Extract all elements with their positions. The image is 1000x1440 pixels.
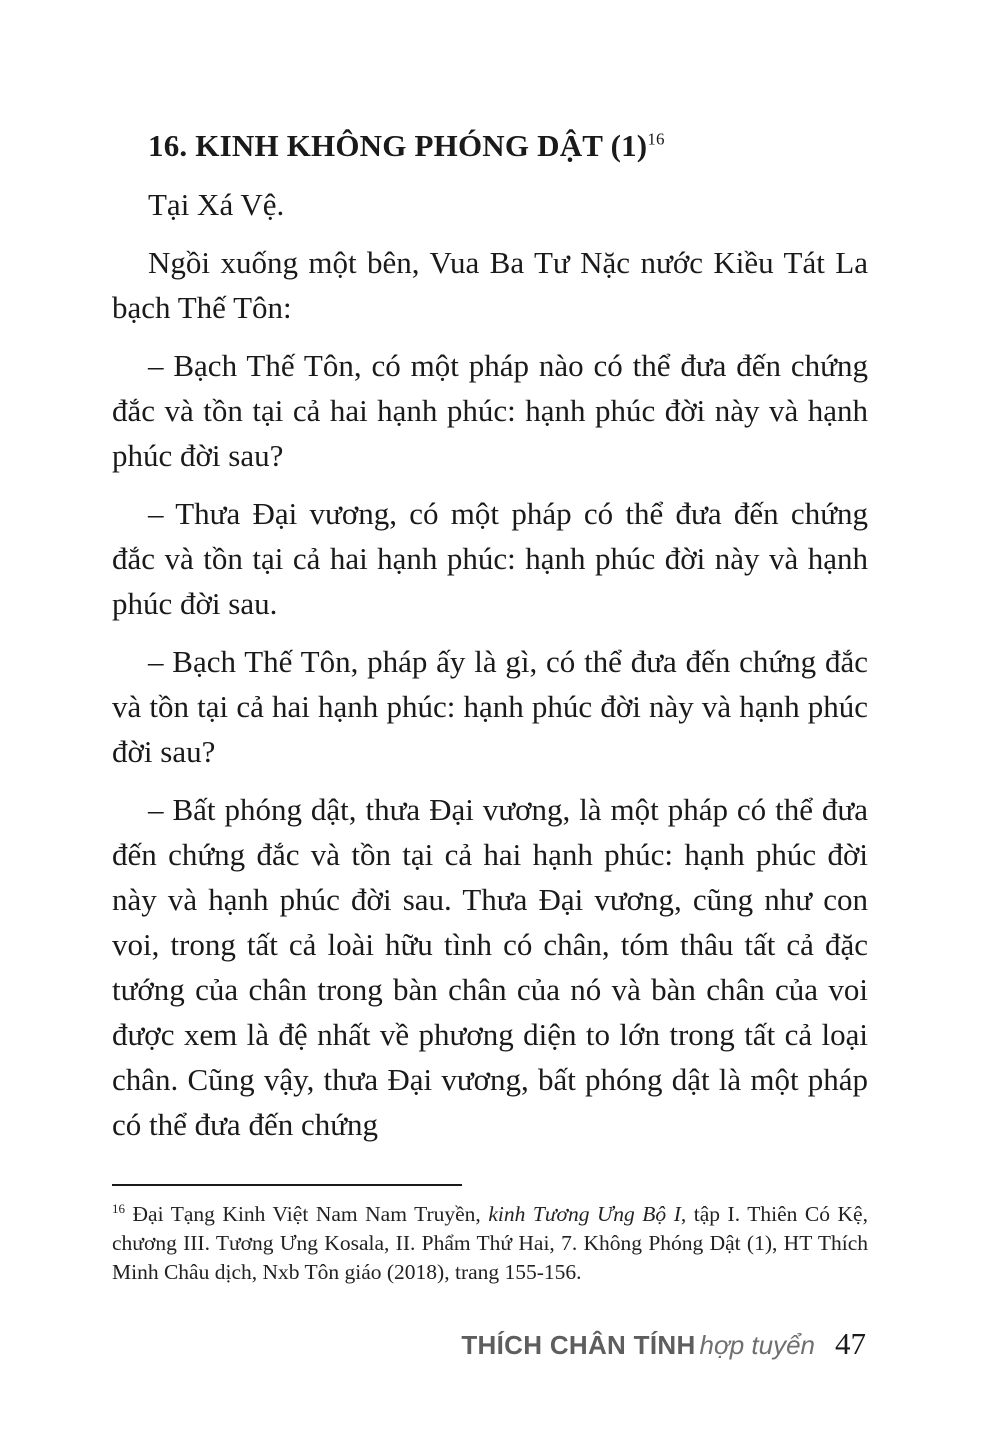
paragraph-answer-1: – Thưa Đại vương, có một pháp có thể đưa đến chứng đắc và tồn tại cả hai hạnh phúc: hạnh phúc đời này và hạnh phúc đời sau. xyxy=(112,496,868,621)
footnote xyxy=(112,1200,868,1287)
paragraph-answer-2: – Bất phóng dật, thưa Đại vương, là một pháp có thể đưa đến chứng đắc và tồn tại cả hai hạnh phúc: hạnh phúc đời này và hạnh phúc đời sau. Thưa Đại vương, cũng như con voi, trong tất cả loài hữu tình có chân, tóm thâu tất cả đặc tướng của chân trong bàn chân của nó và bàn chân của voi được xem là đệ nhất về phương diện to lớn trong tất cả loại chân. Cũng vậy, thưa Đại vương, bất phóng dật là một pháp có thể đưa đến chứng xyxy=(112,792,868,1142)
page-number: 47 xyxy=(835,1326,866,1361)
footnote-divider xyxy=(112,1184,462,1186)
footnote-italic-title: kinh Tương Ưng Bộ I xyxy=(488,1202,681,1226)
footnote-text-after: , tập I. Thiên Có Kệ, chương III. Tương Ưng Kosala, II. Phẩm Thứ Hai, 7. Không Phóng Dật (1), HT Thích Minh Châu dịch, Nxb Tôn giáo (2018), trang 155-156. xyxy=(112,1202,868,1284)
paragraph-question-2: – Bạch Thế Tôn, pháp ấy là gì, có thể đưa đến chứng đắc và tồn tại cả hai hạnh phúc: hạnh phúc đời này và hạnh phúc đời sau? xyxy=(112,644,868,769)
heading-title: 16. KINH KHÔNG PHÓNG DẬT (1) xyxy=(148,128,648,163)
paragraph-intro: Ngồi xuống một bên, Vua Ba Tư Nặc nước Kiều Tát La bạch Thế Tôn: xyxy=(112,245,868,325)
footer-author: THÍCH CHÂN TÍNH xyxy=(461,1330,696,1360)
section-heading xyxy=(148,124,868,168)
footnote-reference: 16 xyxy=(647,129,665,149)
page-footer xyxy=(461,1326,866,1362)
paragraph-question-1: – Bạch Thế Tôn, có một pháp nào có thể đưa đến chứng đắc và tồn tại cả hai hạnh phúc: hạnh phúc đời này và hạnh phúc đời sau? xyxy=(112,348,868,473)
footnote-text-before: Đại Tạng Kinh Việt Nam Nam Truyền, xyxy=(132,1202,489,1226)
paragraph-location: Tại Xá Vệ. xyxy=(148,187,285,222)
body-text xyxy=(112,124,868,1160)
footer-subtitle: hợp tuyển xyxy=(699,1330,815,1360)
footnote-number: 16 xyxy=(112,1200,125,1216)
